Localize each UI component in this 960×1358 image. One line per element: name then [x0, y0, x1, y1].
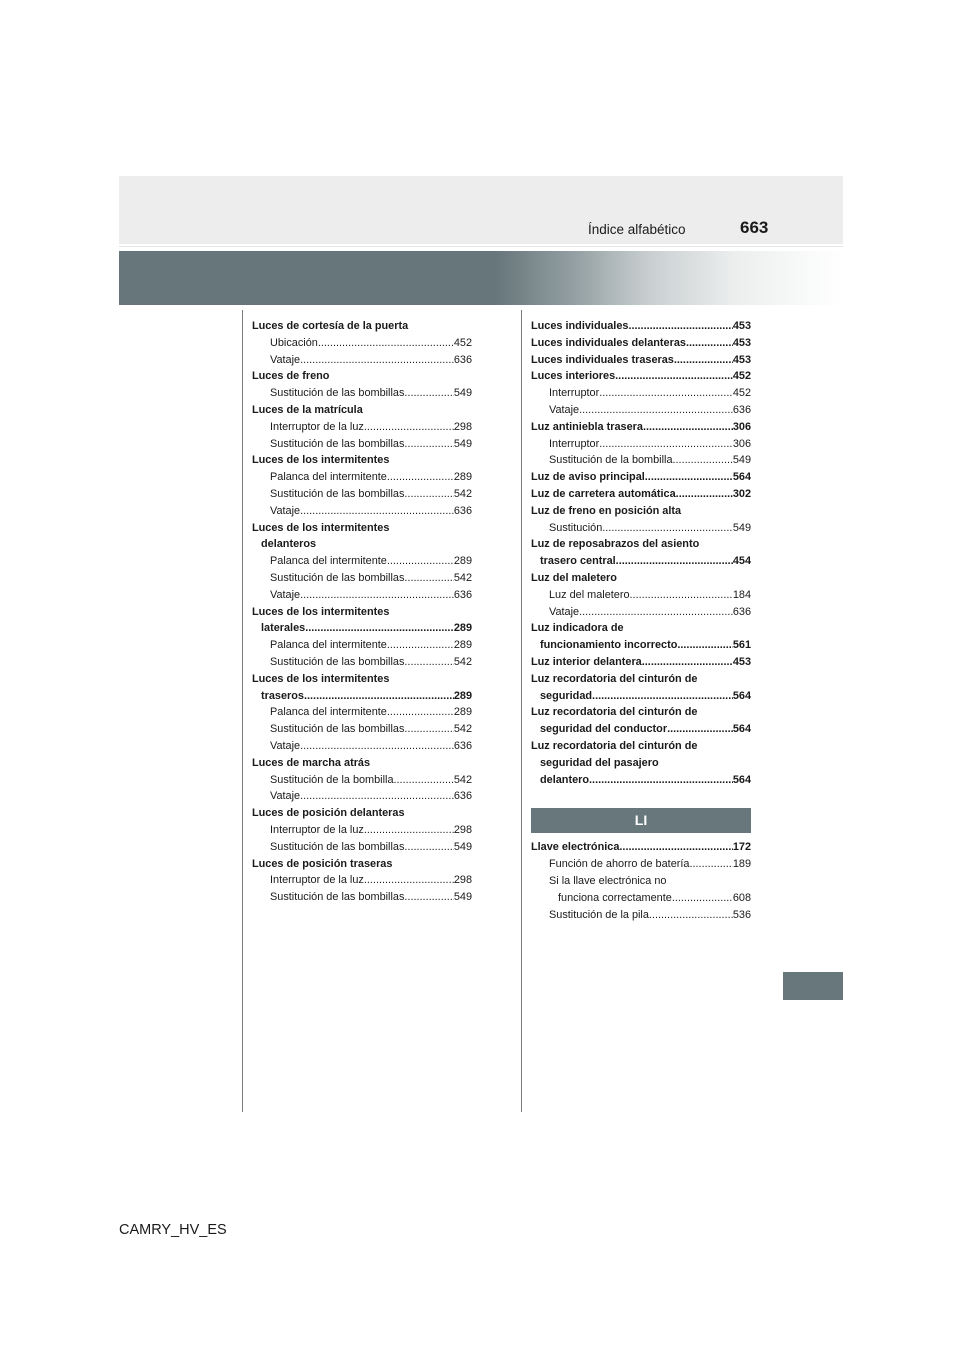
page-reference: 453 — [732, 336, 751, 349]
dot-leader — [300, 738, 454, 755]
index-entry — [531, 520, 751, 537]
page-reference: 636 — [453, 790, 472, 803]
index-term: Palanca del intermitente — [270, 555, 387, 568]
dot-leader — [387, 553, 454, 570]
index-entry — [531, 755, 751, 772]
index-term: Vataje — [549, 605, 580, 618]
dot-leader — [387, 469, 454, 486]
index-term: Luces de los intermitentes — [252, 672, 390, 685]
page-reference: 453 — [732, 353, 751, 366]
index-term: Luz recordatoria del cinturón de — [531, 739, 698, 752]
index-entry — [252, 704, 472, 721]
page-reference: 636 — [453, 588, 472, 601]
index-column-left — [252, 318, 472, 906]
index-entry — [531, 469, 751, 486]
index-term: Sustitución de las bombillas — [270, 437, 405, 450]
index-term: Luces de marcha atrás — [252, 756, 371, 769]
page-reference: 189 — [732, 858, 751, 871]
index-term: Luces de los intermitentes — [252, 521, 390, 534]
index-entry — [531, 637, 751, 654]
page-reference: 564 — [732, 723, 751, 736]
page-reference: 542 — [453, 723, 472, 736]
index-entry — [252, 335, 472, 352]
page-reference: 564 — [732, 471, 751, 484]
index-term: Luces de los intermitentes — [252, 454, 390, 467]
index-term: Sustitución — [549, 521, 603, 534]
dot-leader — [404, 654, 453, 671]
index-term: Vataje — [270, 739, 301, 752]
index-term: Sustitución de las bombillas — [270, 387, 405, 400]
index-term: Vataje — [270, 588, 301, 601]
dot-leader — [628, 318, 732, 335]
index-entry — [252, 738, 472, 755]
page-reference: 636 — [732, 403, 751, 416]
page-reference: 452 — [732, 387, 751, 400]
index-term: Sustitución de las bombillas — [270, 655, 405, 668]
index-entry — [531, 688, 751, 705]
dot-leader — [589, 772, 733, 789]
dot-leader — [404, 436, 453, 453]
page-reference: 549 — [453, 387, 472, 400]
index-entry — [531, 604, 751, 621]
dot-leader — [364, 822, 454, 839]
index-term: Sustitución de las bombillas — [270, 840, 405, 853]
page-reference: 289 — [453, 555, 472, 568]
index-entry — [531, 553, 751, 570]
dot-leader — [642, 654, 733, 671]
index-term: seguridad del conductor — [540, 723, 668, 736]
index-term: Luz de freno en posición alta — [531, 504, 682, 517]
index-entry — [252, 536, 472, 553]
page-reference: 302 — [732, 487, 751, 500]
index-entry — [252, 368, 472, 385]
index-term: Luz de carretera automática — [531, 487, 676, 500]
dot-leader — [300, 503, 454, 520]
dot-leader — [318, 335, 454, 352]
index-entry — [252, 503, 472, 520]
index-term: Luces de freno — [252, 370, 330, 383]
page-reference: 608 — [732, 891, 751, 904]
index-entry — [252, 570, 472, 587]
index-term: Luz del maletero — [531, 571, 617, 584]
index-term: Interruptor de la luz — [270, 823, 364, 836]
index-entry — [531, 368, 751, 385]
index-entry — [531, 352, 751, 369]
index-entry — [252, 604, 472, 621]
dot-leader — [599, 385, 733, 402]
document-code: CAMRY_HV_ES — [119, 1222, 227, 1238]
dot-leader — [404, 721, 453, 738]
index-entry — [252, 772, 472, 789]
page-reference: 306 — [732, 437, 751, 450]
dot-leader — [387, 637, 454, 654]
index-entry — [252, 805, 472, 822]
index-term: funciona correctamente — [558, 891, 672, 904]
dot-leader — [404, 889, 453, 906]
dot-leader — [579, 402, 733, 419]
dot-leader — [364, 872, 454, 889]
index-term: Sustitución de las bombillas — [270, 571, 405, 584]
index-entry — [531, 385, 751, 402]
index-entry — [531, 620, 751, 637]
page-reference: 549 — [732, 454, 751, 467]
page-reference: 636 — [453, 504, 472, 517]
dot-leader — [616, 553, 733, 570]
page-reference: 636 — [453, 739, 472, 752]
index-term: trasero central — [540, 555, 616, 568]
index-term: Luces de la matrícula — [252, 403, 363, 416]
page-reference: 289 — [453, 706, 472, 719]
page-reference: 561 — [732, 639, 751, 652]
page-reference: 564 — [732, 689, 751, 702]
index-term: Función de ahorro de batería — [549, 858, 690, 871]
index-term: delantero — [540, 773, 590, 786]
index-term: Ubicación — [270, 336, 318, 349]
index-entry — [531, 772, 751, 789]
index-term: laterales — [261, 622, 306, 635]
page-reference: 452 — [453, 336, 472, 349]
dot-leader — [364, 419, 454, 436]
index-term: seguridad del pasajero — [540, 756, 659, 769]
left-column-rule — [242, 310, 243, 1112]
index-term: Luz del maletero — [549, 588, 630, 601]
index-term: Vataje — [270, 790, 301, 803]
dot-leader — [404, 570, 453, 587]
index-entry — [531, 738, 751, 755]
index-entry — [252, 469, 472, 486]
dot-leader — [387, 704, 454, 721]
index-term: Luces individuales traseras — [531, 353, 674, 366]
dot-leader — [304, 688, 454, 705]
index-term: Vataje — [270, 504, 301, 517]
index-column-right — [531, 318, 751, 923]
dot-leader — [300, 352, 454, 369]
index-term: Sustitución de la pila — [549, 908, 649, 921]
index-entry — [531, 721, 751, 738]
page-reference: 289 — [453, 471, 472, 484]
index-term: Vataje — [549, 403, 580, 416]
dot-leader — [599, 436, 733, 453]
index-entry — [531, 402, 751, 419]
section-letter-badge: LI — [531, 808, 751, 833]
page-reference: 636 — [732, 605, 751, 618]
index-entry — [531, 419, 751, 436]
page-reference: 549 — [732, 521, 751, 534]
index-entry — [531, 570, 751, 587]
index-entry — [252, 486, 472, 503]
page-reference: 542 — [453, 655, 472, 668]
header-rule — [119, 246, 843, 247]
index-entry — [252, 755, 472, 772]
index-term: Luz indicadora de — [531, 622, 624, 635]
page-reference: 298 — [453, 823, 472, 836]
dot-leader — [394, 772, 454, 789]
index-entry — [252, 688, 472, 705]
index-entry — [252, 654, 472, 671]
page-reference: 298 — [453, 420, 472, 433]
index-entry — [531, 503, 751, 520]
index-term: Luces individuales delanteras — [531, 336, 686, 349]
dot-leader — [579, 604, 733, 621]
page-reference: 306 — [732, 420, 751, 433]
index-term: Llave electrónica — [531, 841, 620, 854]
dot-leader — [404, 839, 453, 856]
dot-leader — [674, 352, 733, 369]
index-term: Luces de los intermitentes — [252, 605, 390, 618]
index-entry — [531, 335, 751, 352]
dot-leader — [305, 620, 454, 637]
dot-leader — [673, 452, 733, 469]
index-term: seguridad — [540, 689, 593, 702]
index-entry — [531, 452, 751, 469]
index-entry — [252, 788, 472, 805]
index-term: Luz interior delantera — [531, 655, 642, 668]
index-entry — [531, 671, 751, 688]
index-term: Luces de posición delanteras — [252, 807, 405, 820]
index-entry — [531, 436, 751, 453]
dot-leader — [677, 637, 732, 654]
index-term: Interruptor — [549, 437, 600, 450]
page-reference: 549 — [453, 891, 472, 904]
index-entry — [252, 385, 472, 402]
dot-leader — [404, 486, 453, 503]
thumb-index-tab — [783, 972, 843, 1000]
index-entry — [531, 873, 751, 890]
index-term: Luces de cortesía de la puerta — [252, 320, 409, 332]
index-entry — [252, 587, 472, 604]
index-entry — [252, 822, 472, 839]
page-reference: 298 — [453, 874, 472, 887]
index-entry — [252, 419, 472, 436]
index-entry — [252, 872, 472, 889]
index-term: funcionamiento incorrecto — [540, 639, 678, 652]
index-entry — [531, 839, 751, 856]
index-term: Luces individuales — [531, 320, 629, 332]
index-entry — [252, 452, 472, 469]
index-entry — [252, 352, 472, 369]
index-entry — [252, 721, 472, 738]
index-entry — [252, 620, 472, 637]
index-term: Interruptor de la luz — [270, 420, 364, 433]
index-term: Sustitución de las bombillas — [270, 891, 405, 904]
dot-leader — [300, 587, 454, 604]
index-term: Si la llave electrónica no — [549, 874, 667, 887]
index-entry — [531, 856, 751, 873]
index-entry — [252, 671, 472, 688]
page-reference: 453 — [732, 320, 751, 332]
index-entry — [531, 536, 751, 553]
page-reference: 542 — [453, 487, 472, 500]
index-term: Luz recordatoria del cinturón de — [531, 672, 698, 685]
index-list-right-top — [531, 318, 751, 788]
dot-leader — [667, 721, 733, 738]
page-reference: 549 — [453, 840, 472, 853]
dot-leader — [592, 688, 733, 705]
dot-leader — [689, 856, 732, 873]
page-reference: 564 — [732, 773, 751, 786]
dot-leader — [672, 890, 733, 907]
index-entry — [252, 402, 472, 419]
section-title: Índice alfabético — [588, 222, 686, 237]
index-term: Sustitución de la bombilla — [549, 454, 673, 467]
page-reference: 549 — [453, 437, 472, 450]
page-reference: 289 — [453, 639, 472, 652]
index-term: Palanca del intermitente — [270, 639, 387, 652]
page-reference: 289 — [453, 622, 472, 635]
index-term: Luces de posición traseras — [252, 857, 393, 870]
page-reference: 453 — [732, 655, 751, 668]
index-term: traseros — [261, 689, 304, 702]
page-reference: 184 — [732, 588, 751, 601]
page-reference: 542 — [453, 571, 472, 584]
page-reference: 172 — [732, 841, 751, 854]
page-number: 663 — [740, 218, 769, 237]
dot-leader — [645, 469, 733, 486]
index-term: Interruptor de la luz — [270, 874, 364, 887]
index-term: Luz de reposabrazos del asiento — [531, 538, 700, 551]
index-term: Luz recordatoria del cinturón de — [531, 706, 698, 719]
middle-column-rule — [521, 310, 522, 1112]
dot-leader — [619, 839, 732, 856]
page-reference: 542 — [453, 773, 472, 786]
index-entry — [531, 486, 751, 503]
dot-leader — [602, 520, 733, 537]
index-term: Sustitución de la bombilla — [270, 773, 394, 786]
index-entry — [252, 318, 472, 335]
page-reference: 636 — [453, 353, 472, 366]
index-entry — [252, 520, 472, 537]
index-entry — [252, 553, 472, 570]
index-term: Palanca del intermitente — [270, 706, 387, 719]
dot-leader — [300, 788, 454, 805]
page-reference: 536 — [732, 908, 751, 921]
index-term: Vataje — [270, 353, 301, 366]
index-term: Palanca del intermitente — [270, 471, 387, 484]
index-entry — [531, 654, 751, 671]
index-entry — [531, 587, 751, 604]
index-entry — [252, 436, 472, 453]
index-entry — [531, 890, 751, 907]
dot-leader — [615, 368, 733, 385]
header-gradient-bar — [119, 251, 843, 305]
header-band — [119, 176, 843, 244]
dot-leader — [686, 335, 733, 352]
index-term: Sustitución de las bombillas — [270, 723, 405, 736]
index-entry — [531, 704, 751, 721]
index-list-right-bottom — [531, 839, 751, 923]
index-term: Luz de aviso principal — [531, 471, 645, 484]
index-entry — [252, 637, 472, 654]
index-entry — [252, 839, 472, 856]
page-reference: 454 — [732, 555, 751, 568]
dot-leader — [404, 385, 453, 402]
index-entry — [252, 889, 472, 906]
dot-leader — [630, 587, 733, 604]
index-entry — [531, 907, 751, 924]
index-term: delanteros — [261, 538, 317, 551]
index-entry — [252, 856, 472, 873]
index-entry — [531, 318, 751, 335]
dot-leader — [643, 419, 733, 436]
index-term: Interruptor — [549, 387, 600, 400]
dot-leader — [676, 486, 733, 503]
page-reference: 289 — [453, 689, 472, 702]
index-term: Luz antiniebla trasera — [531, 420, 643, 433]
dot-leader — [649, 907, 733, 924]
page-reference: 452 — [732, 370, 751, 383]
index-term: Luces interiores — [531, 370, 616, 383]
index-term: Sustitución de las bombillas — [270, 487, 405, 500]
